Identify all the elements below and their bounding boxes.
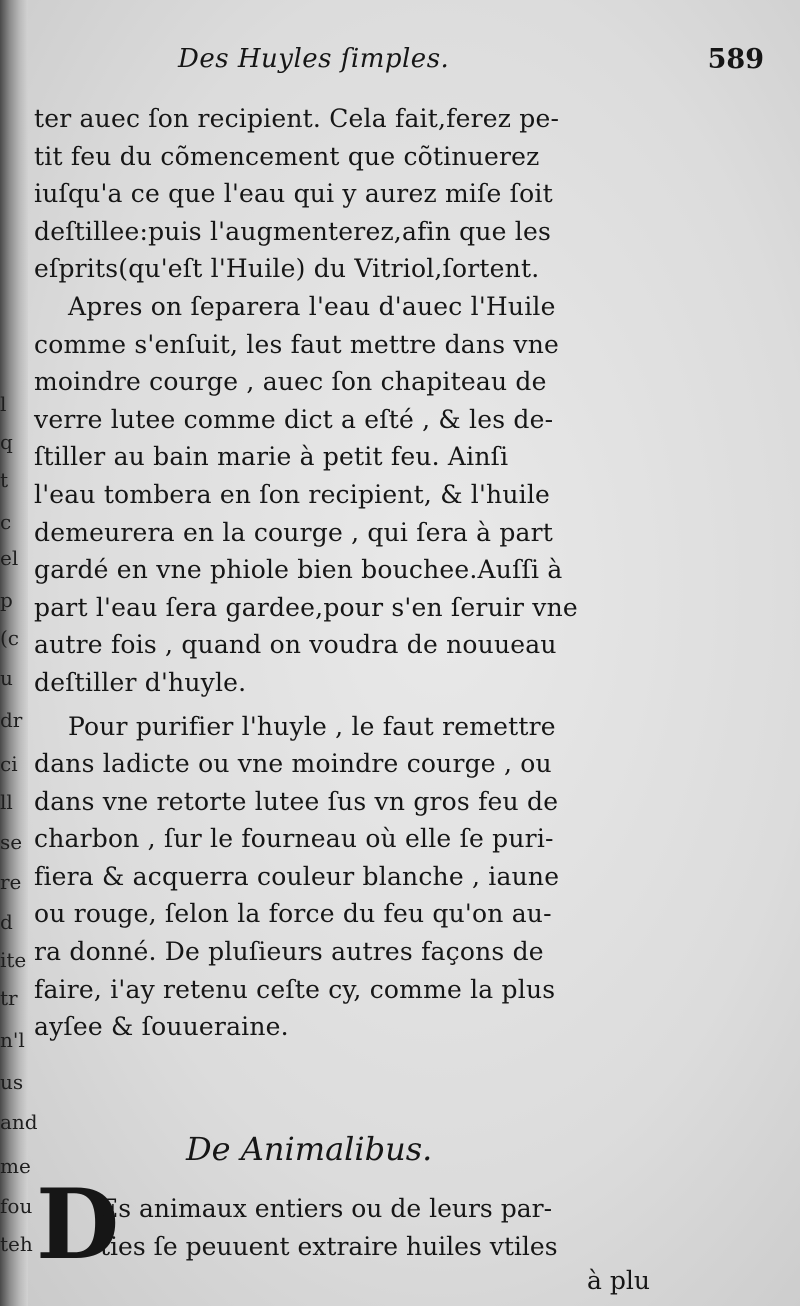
margin-fragment: p [0, 588, 13, 612]
margin-fragment: ite [0, 948, 27, 972]
section-body [100, 1190, 648, 1266]
text-line: dans vne retorte lutee ſus vn gros feu de [34, 786, 559, 816]
margin-fragment: d [0, 910, 13, 934]
margin-fragment: fou [0, 1194, 33, 1218]
running-head: Des Huyles ſimples. [178, 44, 450, 74]
text-line: part l'eau ſera gardee,pour s'en ſeruir vne [34, 592, 578, 622]
margin-fragment: ci [0, 752, 18, 776]
text-line: gardé en vne phiole bien bouchee.Auſſi à [34, 555, 563, 585]
margin-fragment: us [0, 1070, 24, 1094]
text-line: fiera & acquerra couleur blanche , iaune [34, 861, 560, 891]
text-line: deſtillee:puis l'augmenterez,afin que les [34, 216, 552, 246]
text-line: ayſee & ſouueraine. [34, 1012, 289, 1042]
text-line: ra donné. De pluſieurs autres façons de [34, 937, 544, 967]
margin-fragment: t [0, 468, 9, 492]
text-line: dans ladicte ou vne moindre courge , ou [34, 749, 552, 779]
text-line: eſprits(qu'eſt l'Huile) du Vitriol,ſortent. [34, 254, 540, 284]
text-line: Es animaux entiers ou de leurs par- [100, 1194, 553, 1223]
text-line: comme s'enſuit, les faut mettre dans vne [34, 329, 560, 359]
text-line: charbon , ſur le fourneau où elle ſe puri- [34, 824, 554, 854]
margin-fragment: se [0, 830, 23, 854]
section-title: De Animalibus. [186, 1130, 433, 1168]
text-line: ſtiller au bain marie à petit feu. Ainſi [34, 442, 509, 472]
margin-fragment: q [0, 430, 13, 454]
margin-fragment: me [0, 1154, 31, 1178]
margin-fragment: re [0, 870, 22, 894]
text-line: verre lutee comme dict a eſté , & les de- [34, 404, 554, 434]
drop-cap: D [36, 1168, 120, 1281]
text-line: tit feu du cõmencement que cõtinuerez [34, 141, 540, 171]
margin-fragment: tr [0, 986, 18, 1010]
margin-fragment: u [0, 666, 13, 690]
text-line: autre fois , quand on voudra de nouueau [34, 630, 557, 660]
text-line: Apres on ſeparera l'eau d'auec l'Huile [68, 291, 556, 321]
margin-fragment: n'l [0, 1028, 25, 1052]
margin-fragment: l [0, 392, 7, 416]
page-number: 589 [707, 44, 764, 75]
margin-fragment: and [0, 1110, 38, 1134]
text-line: Pour purifier l'huyle , le faut remettre [68, 711, 556, 741]
margin-fragment: ll [0, 790, 13, 814]
text-line: ter auec ſon recipient. Cela fait,ferez pe- [34, 104, 560, 133]
text-line: demeurera en la courge , qui ſera à part [34, 517, 554, 547]
margin-fragment: (c [0, 626, 20, 650]
margin-fragment: teh [0, 1232, 33, 1256]
text-line: iuſqu'a ce que l'eau qui y aurez miſe ſoit [34, 179, 553, 209]
text-line: ou rouge, ſelon la force du feu qu'on au- [34, 899, 552, 929]
text-line: faire, i'ay retenu ceſte cy, comme la plus [34, 974, 556, 1004]
text-line: ties ſe peuuent extraire huiles vtiles [100, 1232, 558, 1261]
text-line: moindre courge , auec ſon chapiteau de [34, 367, 547, 397]
text-line: deſtiller d'huyle. [34, 667, 247, 697]
text-line: l'eau tombera en ſon recipient, & l'huile [34, 479, 551, 509]
catchword: à plu [587, 1266, 650, 1295]
margin-fragment: c [0, 510, 12, 534]
margin-fragment: el [0, 546, 19, 570]
body-text [34, 100, 646, 1046]
margin-fragment: dr [0, 708, 23, 732]
